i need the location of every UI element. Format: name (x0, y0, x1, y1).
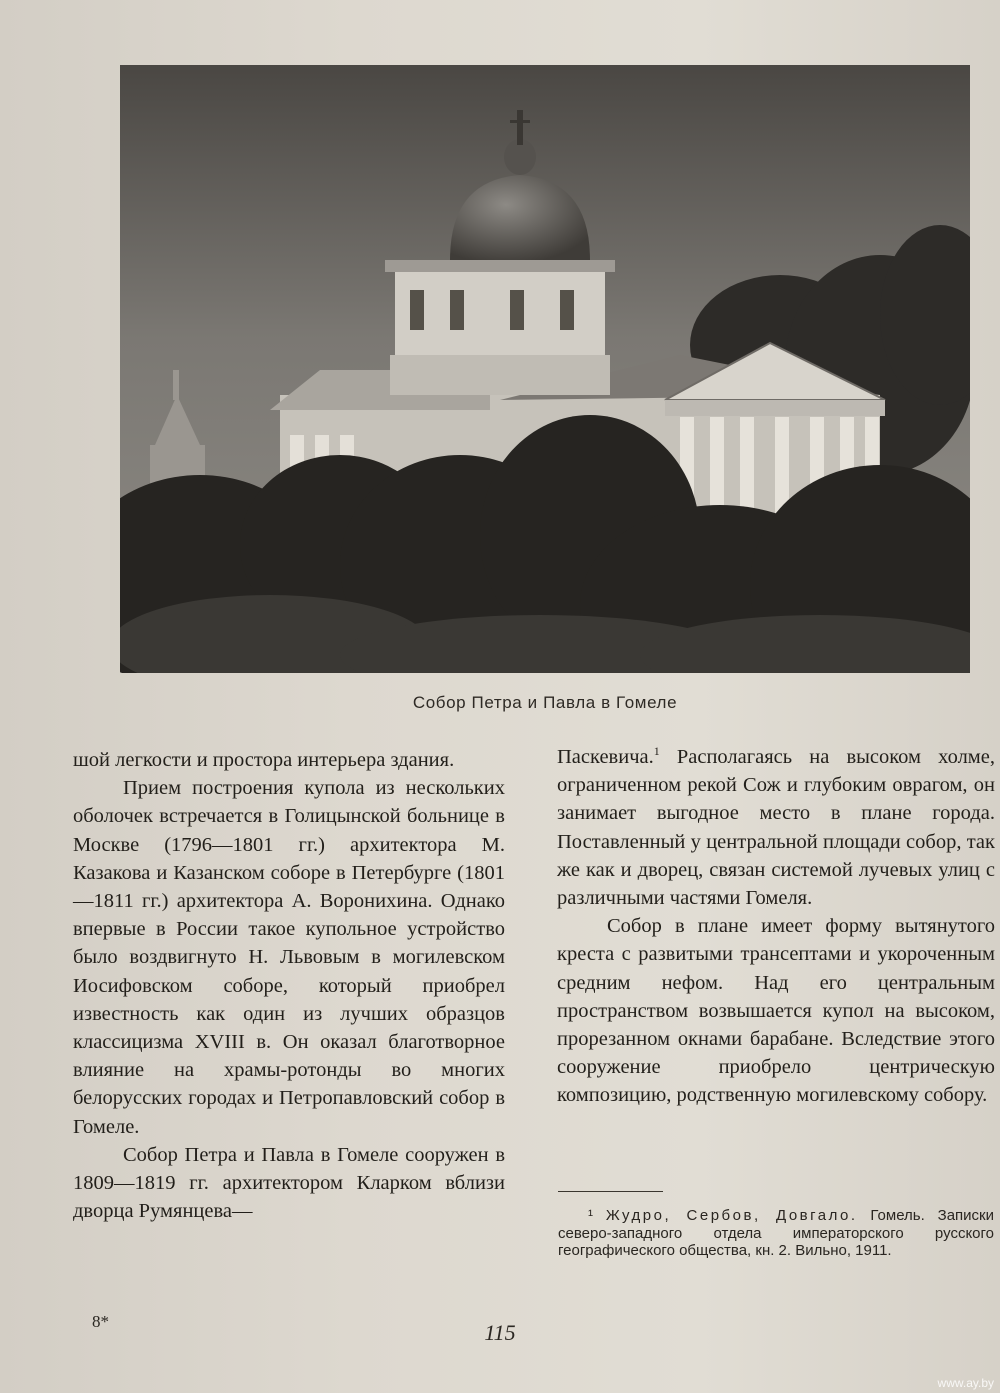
footnote-authors: Жудро, Сербов, Довгало. (605, 1207, 858, 1224)
paragraph-dome-construction: Прием построения купола из нескольких оболочек встречается в Голицынской больнице в Москве (1796—1801 гг.) архитектора М. Казакова и Казанском соборе в Петербурге (1801—1811 гг.) архитектора А. Воронихина. Однако впервые в России такое купольное устройство было воздвигнуто Н. Львовым в могилевском Иосифовском соборе, который приобрел известность как один из лучших образцов классицизма XVIII в. Он оказал благотворное влияние на храмы-ротонды во многих белорусских городах и Петропавловский собор в Гомеле. (73, 777, 505, 1138)
page-number: 115 (484, 1320, 516, 1345)
watermark: www.ay.by (937, 1376, 994, 1390)
paragraph-location-lead: Паскевича. (557, 746, 654, 768)
footnote (558, 1207, 994, 1260)
figure-caption: Собор Петра и Павла в Гомеле (412, 693, 678, 712)
paragraph-plan: Собор в плане имеет форму вытянутого креста с развитыми трансептами и укороченным средним нефом. Над его центральным пространством возвышается купол на высоком, прорезанном окнами барабане. Вследствие этого сооружение приобрело центрическую композицию, родственную могилевскому собору. (557, 915, 995, 1107)
paragraph-location-text: Располагаясь на высоком холме, ограниченном рекой Сож и глубоким оврагом, он занимает выгодное место в плане города. Поставленный у центральной площади собор, так же как и дворец, связан системой лучевых улиц с различными частями Гомеля. (557, 746, 995, 910)
cathedral-illustration (120, 65, 970, 673)
paragraph-continuation: шой легкости и простора интерьера здания. (73, 749, 455, 771)
right-text-column (557, 743, 995, 1110)
cathedral-photo (120, 65, 970, 673)
left-text-column (73, 746, 505, 1225)
paragraph-cathedral-history: Собор Петра и Павла в Гомеле сооружен в 1809—1819 гг. архитектором Кларком вблизи дворца Румянцева— (73, 1143, 505, 1223)
signature-mark: 8* (92, 1312, 109, 1331)
footnote-text: Гомель. Записки северо-западного отдела императорского русского географического общества, кн. 2. Вильно, 1911. (558, 1207, 994, 1259)
footnote-marker: ¹ (588, 1207, 593, 1224)
footnote-reference: 1 (653, 744, 660, 759)
footnote-divider (558, 1191, 663, 1192)
paragraph-location (557, 743, 995, 912)
